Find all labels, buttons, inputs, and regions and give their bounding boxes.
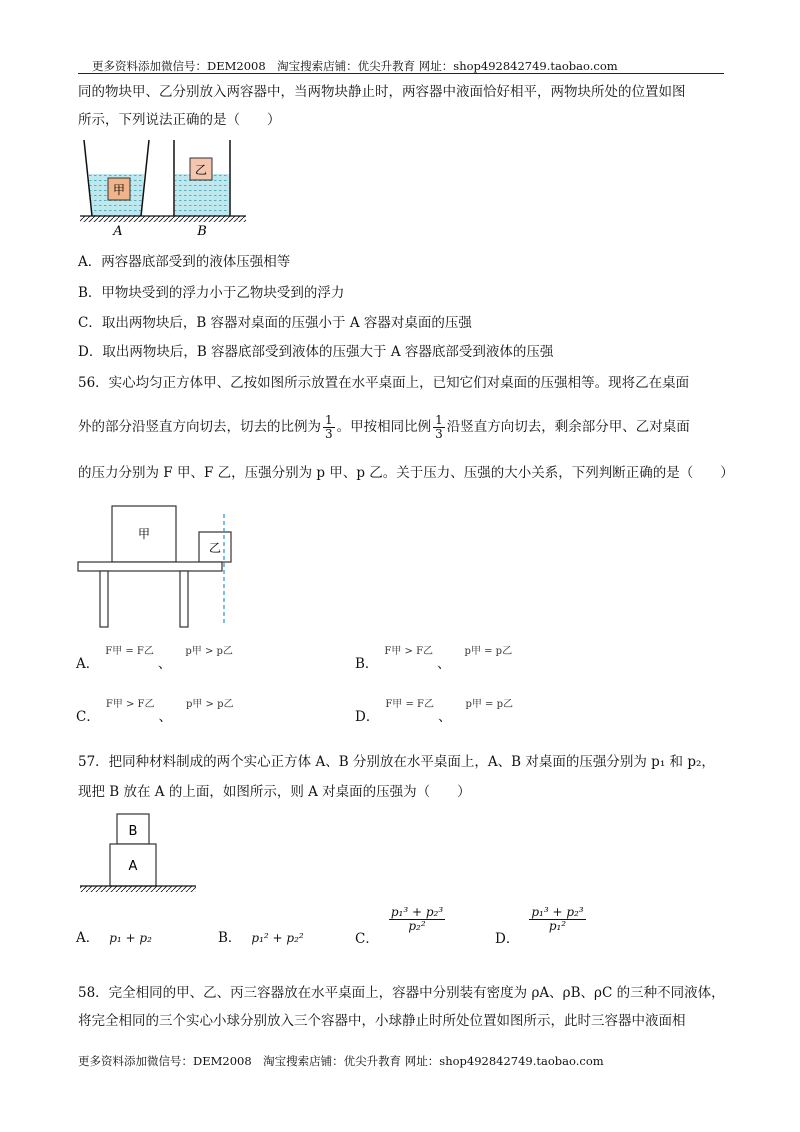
q56-line2-part2: 。甲按相同比例 — [336, 419, 432, 435]
block-jia-label: 甲 — [112, 183, 126, 197]
q55-option-b: B．甲物块受到的浮力小于乙物块受到的浮力 — [78, 285, 345, 301]
q56-fraction-2: $\frac{1}{3}$ — [435, 413, 443, 441]
q56-line2-part3: 沿竖直方向切去，剩余部分甲、乙对桌面 — [446, 419, 690, 435]
q56-line3: 的压力分别为 F 甲、F 乙，压强分别为 p 甲、p 乙。关于压力、压强的大小关系，下列判断正确的是（ ） — [78, 465, 734, 481]
block-yi-label: 乙 — [194, 163, 208, 177]
q56-option-b: B．$^{F甲 > F乙}$、$^{p甲 = p乙}$ — [355, 646, 513, 672]
page-footer: 更多资料添加微信号：DEM2008 淘宝搜索店铺：优尖升教育 网址：shop492842749.taobao.com — [78, 1054, 604, 1068]
q56-line2 — [78, 412, 690, 442]
q57-figure — [78, 810, 198, 894]
q58-line2: 将完全相同的三个实心小球分别放入三个容器中，小球静止时所处位置如图所示，此时三容器中液面相 — [78, 1013, 686, 1029]
q56-block-yi-label: 乙 — [208, 541, 222, 555]
container-a-label: A — [113, 224, 123, 238]
q55-option-a: A．两容器底部受到的液体压强相等 — [78, 254, 291, 270]
q56-option-d: D．$^{F甲 = F乙}$、$^{p甲 = p乙}$ — [355, 699, 513, 725]
q55-line1: 同的物块甲、乙分别放入两容器中，当两物块静止时，两容器中液面恰好相平，两物块所处的位置如图 — [78, 84, 686, 100]
q55-figure — [78, 138, 248, 238]
q57-block-a-label: A — [128, 859, 138, 874]
q56-figure — [76, 500, 236, 630]
container-b-label: B — [197, 224, 207, 238]
q57-option-c: C． $\frac{\text{p₁³ + p₂³}}{\text{p₂²}}$ — [355, 905, 444, 947]
q56-block-jia-label: 甲 — [137, 527, 151, 541]
q55-line2: 所示，下列说法正确的是（ ） — [78, 112, 281, 128]
q56-line2-part1: 外的部分沿竖直方向切去，切去的比例为 — [78, 419, 321, 435]
q56-line1: 56．实心均匀正方体甲、乙按如图所示放置在水平桌面上，已知它们对桌面的压强相等。现将乙在桌面 — [78, 375, 690, 391]
q57-line2: 现把 B 放在 A 的上面，如图所示，则 A 对桌面的压强为（ ） — [78, 784, 471, 800]
page-header: 更多资料添加微信号：DEM2008 淘宝搜索店铺：优尖升教育 网址：shop492842749.taobao.com — [92, 59, 618, 73]
header-rule — [78, 73, 724, 74]
q57-line1: 57．把同种材料制成的两个实心正方体 A、B 分别放在水平桌面上，A、B 对桌面的压强分别为 p₁ 和 p₂， — [78, 754, 715, 770]
q56-option-a: A．$^{F甲 = F乙}$、$^{p甲 > p乙}$ — [76, 646, 233, 672]
q56-option-c: C．$^{F甲 > F乙}$、$^{p甲 > p乙}$ — [76, 699, 234, 725]
q57-option-d: D． $\frac{\text{p₁³ + p₂³}}{\text{p₁²}}$ — [495, 905, 584, 947]
q56-fraction-1: $\frac{1}{3}$ — [325, 413, 333, 441]
q57-option-a: A． p₁ + p₂ — [76, 930, 152, 946]
q58-line1: 58．完全相同的甲、乙、丙三容器放在水平桌面上，容器中分别装有密度为 ρA、ρB、ρC 的三种不同液体， — [78, 985, 725, 1001]
q55-option-c: C．取出两物块后，B 容器对桌面的压强小于 A 容器对桌面的压强 — [78, 315, 472, 331]
q57-block-b-label: B — [128, 824, 138, 839]
q55-option-d: D．取出两物块后，B 容器底部受到液体的压强大于 A 容器底部受到液体的压强 — [78, 344, 554, 360]
q57-option-b: B． p₁² + p₂² — [218, 930, 304, 946]
